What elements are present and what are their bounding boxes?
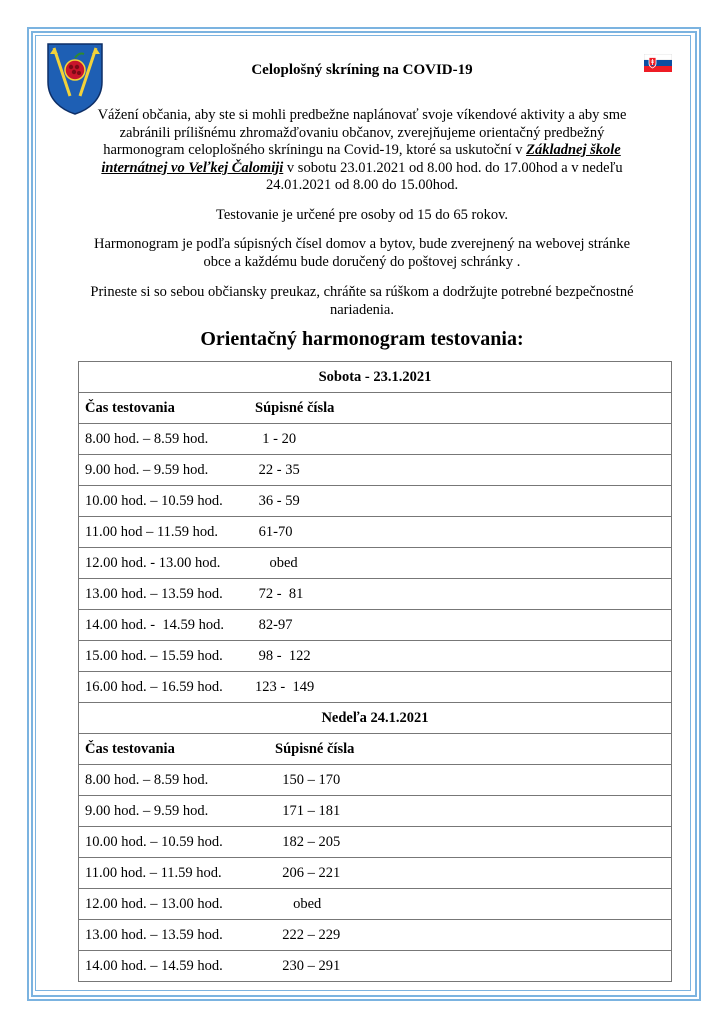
time-slot: 14.00 hod. - 14.59 hod.: [85, 616, 224, 633]
house-numbers: 230 – 291: [275, 957, 341, 974]
column-headers: [79, 734, 672, 765]
time-slot: 16.00 hod. – 16.59 hod.: [85, 678, 223, 695]
time-slot: 9.00 hod. – 9.59 hod.: [85, 802, 209, 819]
time-slot: 10.00 hod. – 10.59 hod.: [85, 492, 223, 509]
time-slot: 11.00 hod – 11.59 hod.: [85, 523, 219, 540]
schedule-cell: [79, 951, 672, 982]
table-row: [79, 517, 672, 548]
schedule-cell: [79, 517, 672, 548]
time-slot: 13.00 hod. – 13.59 hod.: [85, 585, 223, 602]
schedule-cell: [79, 641, 672, 672]
table-row: [79, 610, 672, 641]
time-slot: 12.00 hod. – 13.00 hod.: [85, 895, 223, 912]
age-range-paragraph: Testovanie je určené pre osoby od 15 do 65 rokov.: [216, 207, 508, 223]
house-numbers: 82-97: [255, 616, 293, 633]
schedule-cell: [79, 796, 672, 827]
column-header-row: [79, 734, 672, 765]
house-numbers: 22 - 35: [255, 461, 300, 478]
column-header-time: Čas testovania: [85, 399, 175, 416]
time-slot: 13.00 hod. – 13.59 hod.: [85, 926, 223, 943]
intro-paragraph: [80, 107, 644, 195]
day-header-row: [79, 362, 672, 393]
table-row: [79, 827, 672, 858]
intro-dates: v sobotu 23.01.2021 od 8.00 hod. do 17.00hod a v nedeľu 24.01.2021 od 8.00 do 15.00hod.: [265, 159, 623, 193]
schedule-cell: [79, 455, 672, 486]
house-numbers: 98 - 122: [255, 647, 311, 664]
day-label: Sobota - 23.1.2021: [79, 362, 672, 393]
schedule-cell: [79, 889, 672, 920]
schedule-cell: [79, 827, 672, 858]
time-slot: 10.00 hod. – 10.59 hod.: [85, 833, 223, 850]
column-header-numbers: Súpisné čísla: [275, 740, 355, 757]
time-slot: 8.00 hod. – 8.59 hod.: [85, 771, 209, 788]
table-row: [79, 455, 672, 486]
column-header-row: [79, 393, 672, 424]
table-row: [79, 486, 672, 517]
table-row: [79, 796, 672, 827]
column-header-time: Čas testovania: [85, 740, 175, 757]
schedule-cell: [79, 486, 672, 517]
house-numbers: 150 – 170: [275, 771, 341, 788]
time-slot: 14.00 hod. – 14.59 hod.: [85, 957, 223, 974]
table-row: [79, 579, 672, 610]
instructions-paragraph: Prineste si so sebou občiansky preukaz, chráňte sa rúškom a dodržujte potrebné bezpečnostné nariadenia.: [90, 284, 634, 318]
table-row: [79, 548, 672, 579]
intro-text: Vážení občania, aby ste si mohli predbežne naplánovať svoje víkendové aktivity a aby sme zabránili prílišnému zhromažďovaniu občanov, zverejňujeme orientačný predbežný harmonogram celoplošného skríningu na Covid-19, ktoré sa uskutoční v: [97, 107, 627, 158]
time-slot: 9.00 hod. – 9.59 hod.: [85, 461, 209, 478]
time-slot: 11.00 hod. – 11.59 hod.: [85, 864, 222, 881]
house-numbers: 1 - 20: [255, 430, 297, 447]
schedule-heading: Orientačný harmonogram testovania:: [200, 328, 524, 350]
table-row: [79, 641, 672, 672]
house-numbers: 206 – 221: [275, 864, 341, 881]
venue-name: Základnej škole internátnej vo Veľkej Čalomiji: [101, 142, 621, 176]
table-row: [79, 858, 672, 889]
house-numbers: obed: [255, 554, 298, 571]
table-row: [79, 951, 672, 982]
house-numbers: 36 - 59: [255, 492, 300, 509]
schedule-cell: [79, 672, 672, 703]
schedule-cell: [79, 610, 672, 641]
house-numbers: 182 – 205: [275, 833, 341, 850]
house-numbers: 61-70: [255, 523, 293, 540]
document-title: Celoplošný skríning na COVID-19: [251, 62, 473, 78]
house-numbers: 171 – 181: [275, 802, 341, 819]
house-numbers: 222 – 229: [275, 926, 341, 943]
time-slot: 8.00 hod. – 8.59 hod.: [85, 430, 209, 447]
schedule-cell: [79, 920, 672, 951]
table-row: [79, 765, 672, 796]
schedule-cell: [79, 765, 672, 796]
table-row: [79, 424, 672, 455]
table-row: [79, 672, 672, 703]
schedule-cell: [79, 579, 672, 610]
table-row: [79, 920, 672, 951]
house-numbers: 72 - 81: [255, 585, 304, 602]
schedule-cell: [79, 858, 672, 889]
time-slot: 12.00 hod. - 13.00 hod.: [85, 554, 221, 571]
house-numbers: 123 - 149: [255, 678, 315, 695]
house-numbers: obed: [275, 895, 322, 912]
schedule-cell: [79, 548, 672, 579]
day-label: Nedeľa 24.1.2021: [79, 703, 672, 734]
time-slot: 15.00 hod. – 15.59 hod.: [85, 647, 223, 664]
column-headers: [79, 393, 672, 424]
schedule-info-paragraph: Harmonogram je podľa súpisných čísel domov a bytov, bude zverejnený na webovej stránke obce a každému bude doručený do poštovej schránky .: [93, 236, 631, 270]
table-row: [79, 889, 672, 920]
column-header-numbers: Súpisné čísla: [255, 399, 335, 416]
day-header-row: [79, 703, 672, 734]
schedule-table: [78, 361, 672, 982]
schedule-cell: [79, 424, 672, 455]
